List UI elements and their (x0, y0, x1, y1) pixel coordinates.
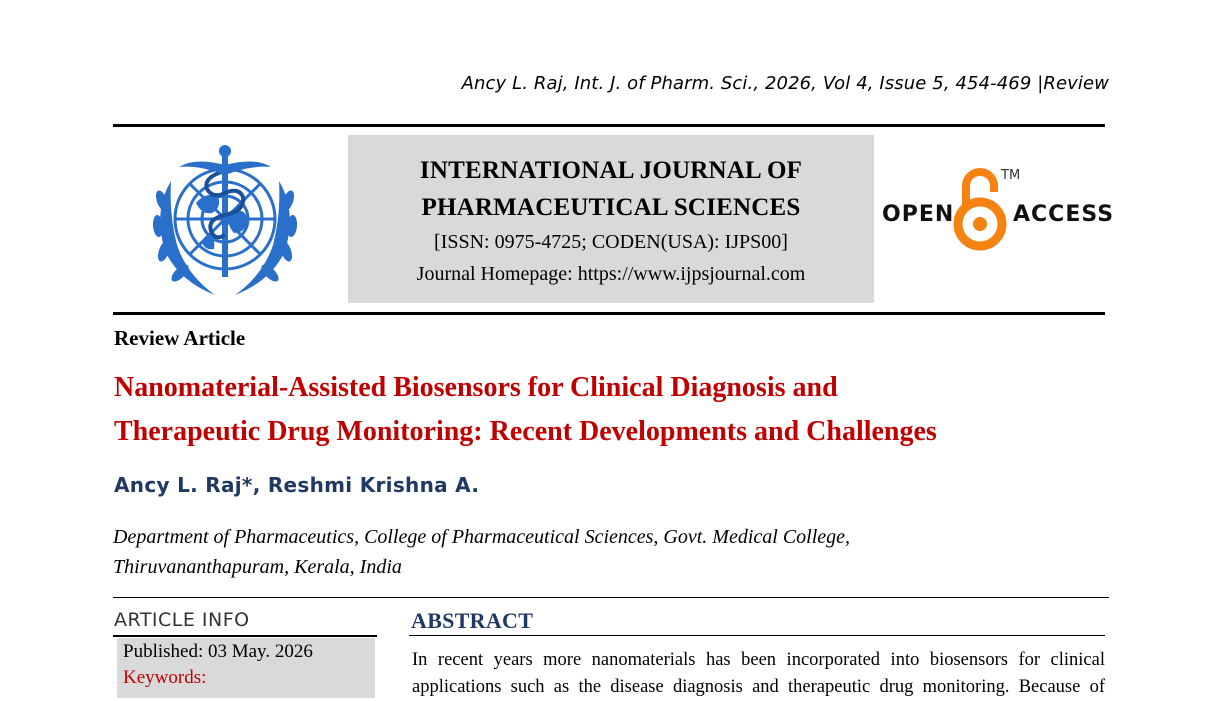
abstract-line2: applications such as the disease diagnosis and therapeutic drug monitoring. Because of (412, 677, 1105, 697)
journal-issn: [ISSN: 0975-4725; CODEN(USA): IJPS00] (434, 231, 788, 253)
open-access-left-text: OPEN (882, 202, 955, 227)
article-info-box (117, 638, 375, 698)
open-lock-icon (952, 166, 1008, 252)
journal-name-line1: INTERNATIONAL JOURNAL OF (419, 157, 803, 184)
article-info-rule (113, 635, 377, 637)
author-affiliation (113, 522, 1113, 582)
affiliation-line2: Thiruvananthapuram, Kerala, India (113, 556, 402, 578)
journal-name-line2: PHARMACEUTICAL SCIENCES (421, 194, 801, 221)
abstract-line1: In recent years more nanomaterials has been incorporated into biosensors for clinical (412, 650, 1105, 670)
keywords-label: Keywords: (123, 667, 207, 688)
article-title (114, 366, 1104, 454)
article-authors: Ancy L. Raj*, Reshmi Krishna A. (114, 473, 480, 497)
open-access-logo (880, 162, 1115, 254)
abstract-heading: ABSTRACT (411, 608, 534, 633)
trademark-label: TM (1001, 168, 1021, 183)
article-title-line2: Therapeutic Drug Monitoring: Recent Developments and Challenges (114, 416, 937, 447)
article-title-line1: Nanomaterial-Assisted Biosensors for Clinical Diagnosis and (114, 372, 838, 403)
abstract-rule (409, 635, 1105, 636)
un-emblem-caduceus-icon (126, 141, 324, 305)
article-info-heading: ARTICLE INFO (114, 609, 250, 631)
journal-name (348, 152, 874, 226)
open-access-right-text: ACCESS (1013, 202, 1115, 227)
affiliation-line1: Department of Pharmaceutics, College of Pharmaceutical Sciences, Govt. Medical College, (113, 526, 851, 548)
running-header-citation: Ancy L. Raj, Int. J. of Pharm. Sci., 2026, Vol 4, Issue 5, 454-469 |Review (461, 73, 1109, 94)
journal-masthead-box (348, 135, 874, 303)
article-type: Review Article (114, 326, 246, 350)
header-bottom-rule (113, 312, 1105, 315)
published-date: Published: 03 May. 2026 (123, 641, 313, 662)
abstract-text (412, 647, 1105, 701)
section-divider (113, 597, 1109, 598)
header-top-rule (113, 124, 1105, 127)
journal-homepage: Journal Homepage: https://www.ijpsjournal.com (416, 263, 806, 285)
